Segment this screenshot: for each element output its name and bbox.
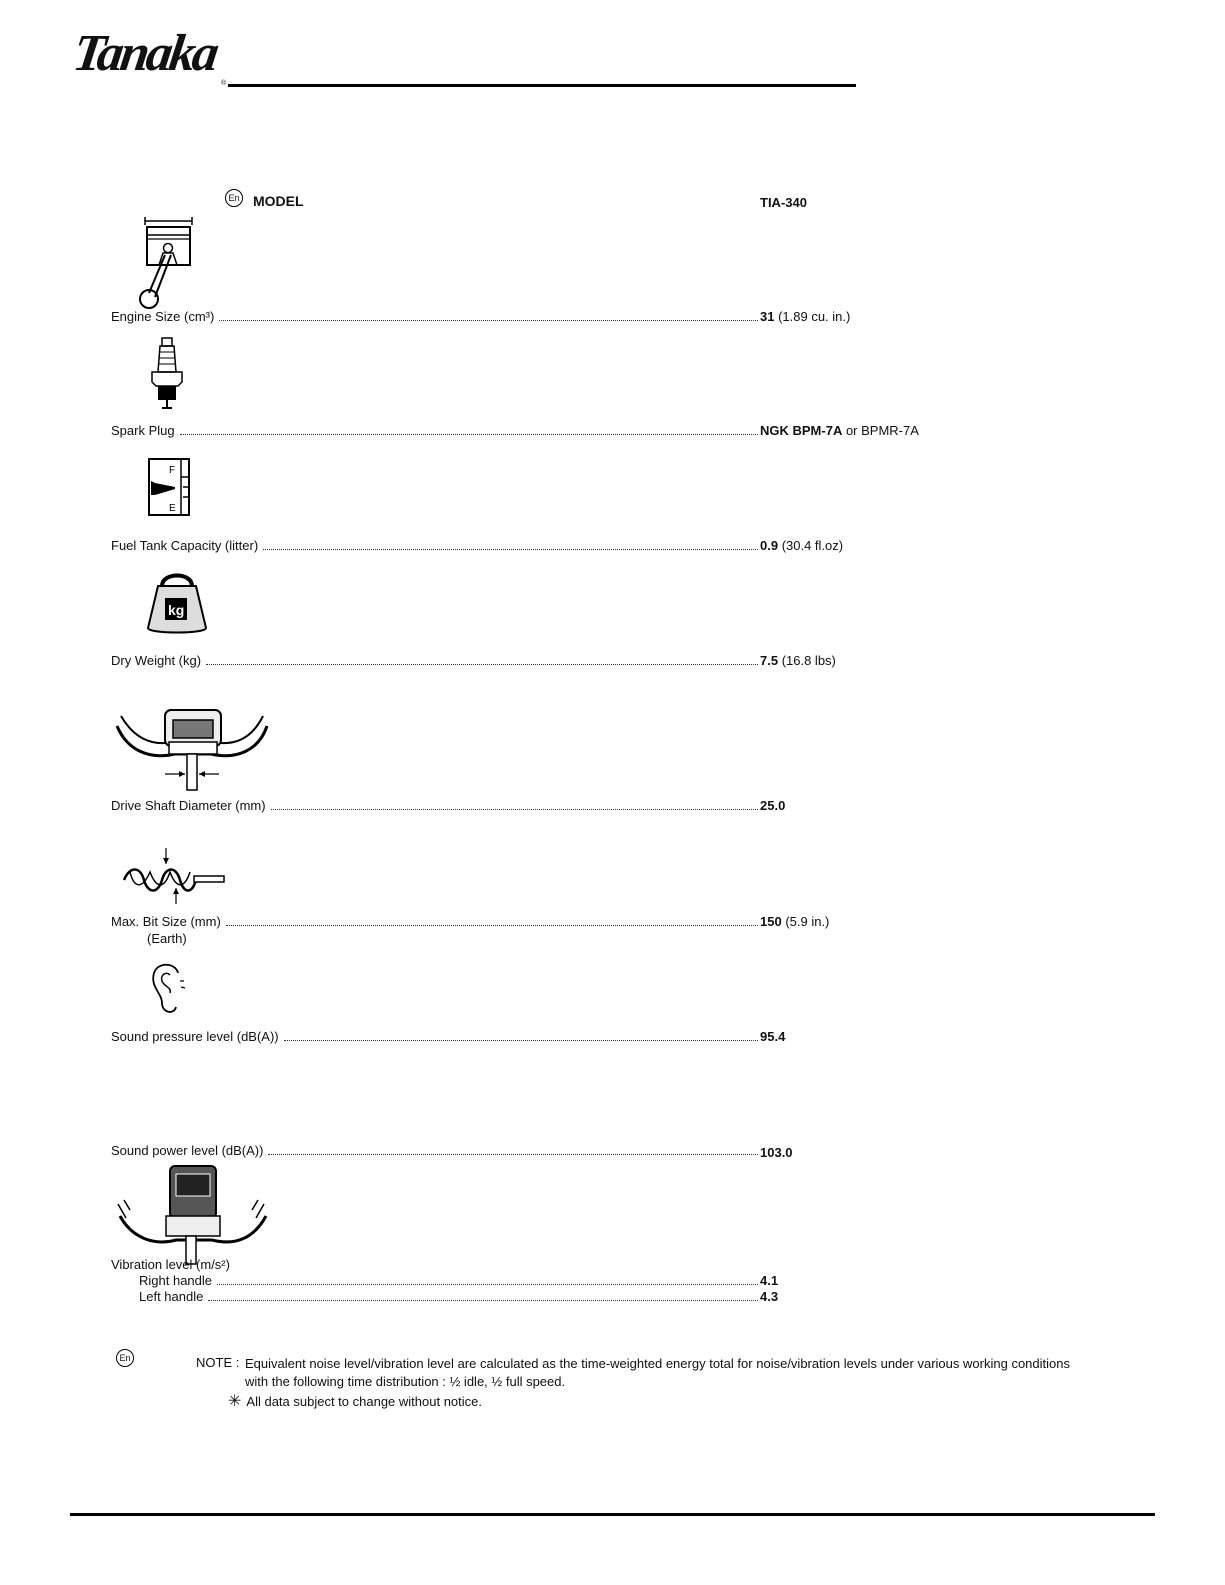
svg-text:kg: kg [168,602,185,618]
spec-value-dry-weight: 7.5 (16.8 lbs) [760,653,836,668]
spec-label: Sound pressure level (dB(A)) [111,1029,279,1044]
dot-leader [271,808,758,810]
spec-row-vibration [111,1257,230,1273]
spec-value-sound-pressure: 95.4 [760,1029,786,1044]
spec-label: Right handle [139,1273,212,1288]
vibration-icon [114,1160,274,1268]
spec-label: Dry Weight (kg) [111,653,202,668]
spec-value-engine-size: 31 (1.89 cu. in.) [760,309,851,324]
spec-row-left-handle [139,1289,760,1305]
note-label: NOTE : [196,1355,240,1370]
spec-row-engine-size [111,309,760,325]
spec-row-max-bit-size [111,914,760,930]
dot-leader [284,1039,758,1041]
spec-label: Fuel Tank Capacity (litter) [111,538,259,553]
dot-leader [226,924,758,926]
spec-value-sound-power: 103.0 [760,1145,793,1160]
fuel-gauge-icon [147,457,193,519]
svg-text:F: F [169,465,176,476]
spec-row-right-handle [139,1273,760,1289]
spec-value-right-handle: 4.1 [760,1273,779,1288]
header-rule [228,84,856,87]
spec-label: Left handle [139,1289,204,1304]
note-text: Equivalent noise level/vibration level are calculated as the time-weighted energy total for noise/vibration levels under various working conditions with the following time distribution : ½ idle, ½ full speed. [245,1356,1070,1389]
auger-bit-icon [120,846,230,912]
language-badge: En [225,189,243,207]
svg-text:E: E [169,503,176,514]
disclaimer-text: All data subject to change without notice. [246,1394,482,1409]
language-badge: En [116,1349,134,1367]
spec-label: Sound power level (dB(A)) [111,1143,264,1158]
spark-plug-icon [148,336,188,416]
spec-value-drive-shaft: 25.0 [760,798,786,813]
spec-label: Drive Shaft Diameter (mm) [111,798,266,813]
dot-leader [208,1299,758,1301]
footer-rule [70,1513,1155,1516]
spec-value-left-handle: 4.3 [760,1289,779,1304]
piston-icon [135,215,205,315]
ear-icon [148,959,188,1019]
dot-leader [206,663,758,665]
brand-logo: Tanaka [69,25,220,82]
registered-mark: ® [221,80,227,87]
disclaimer [228,1391,482,1411]
spec-row-fuel-tank [111,538,760,554]
model-label: MODEL [253,193,304,209]
spec-label: Engine Size (cm³) [111,309,215,324]
asterisk-icon: ✳ [228,1393,242,1410]
spec-row-spark-plug [111,423,760,439]
dot-leader [268,1153,758,1155]
spec-row-sound-pressure [111,1029,760,1045]
spec-sub-label: (Earth) [147,931,187,946]
spec-value-max-bit-size: 150 (5.9 in.) [760,914,830,929]
spec-row-sound-power [111,1143,760,1159]
dot-leader [263,548,758,550]
spec-value-spark-plug: NGK BPM-7A or BPMR-7A [760,423,919,438]
spec-row-dry-weight [111,653,760,669]
spec-value-fuel-tank: 0.9 (30.4 fl.oz) [760,538,844,553]
spec-label: Spark Plug [111,423,175,438]
dot-leader [180,433,758,435]
dot-leader [217,1283,758,1285]
spec-label: Vibration level (m/s²) [111,1257,230,1272]
spec-label: Max. Bit Size (mm) [111,914,221,929]
drive-shaft-icon [113,702,273,794]
dot-leader [219,319,758,321]
spec-row-drive-shaft [111,798,760,814]
weight-icon [144,568,210,638]
model-value: TIA-340 [760,195,807,210]
